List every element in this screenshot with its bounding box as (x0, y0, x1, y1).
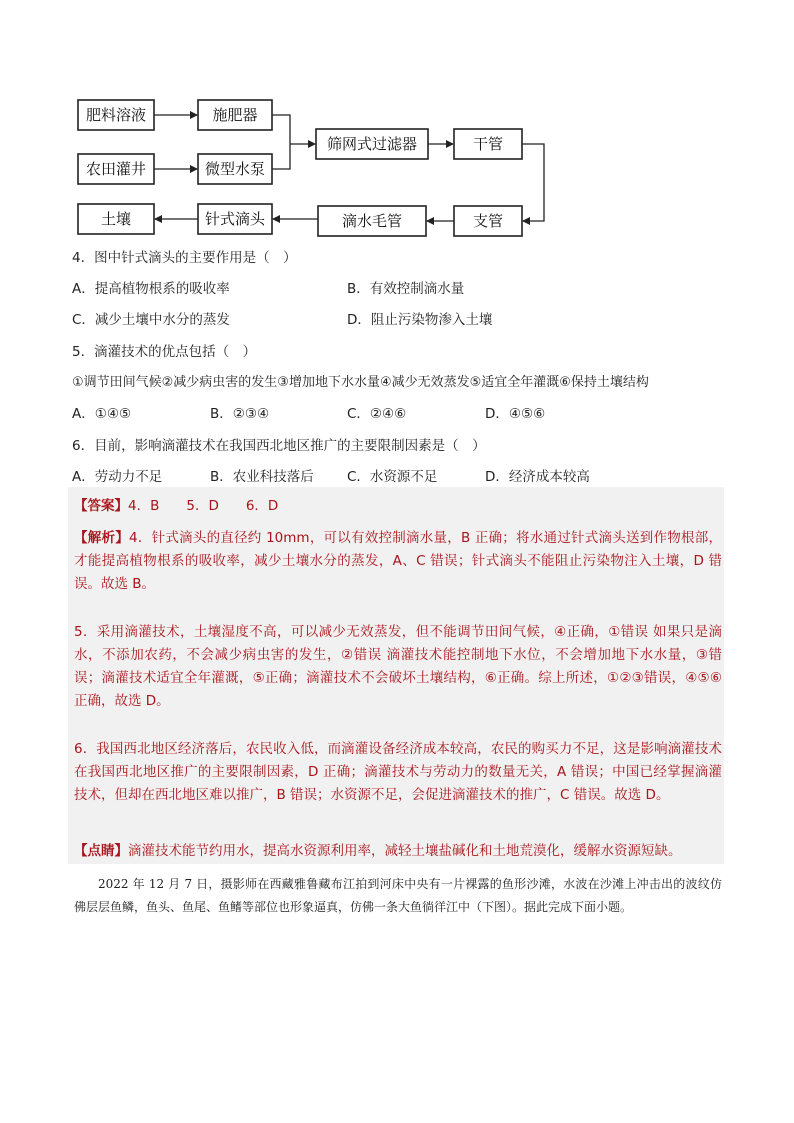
analysis-tag: 【解析】 (74, 530, 129, 546)
answer-tag: 【答案】 (74, 498, 128, 514)
box-main-pipe (454, 129, 522, 159)
box-branch-pipe (454, 206, 522, 236)
next-material-paragraph: 2022 年 12 月 7 日，摄影师在西藏雅鲁藏布江拍到河床中央有一片裸露的鱼形沙滩，水波在沙滩上冲击出的波纹仿佛层层鱼鳞，鱼头、鱼尾、鱼鳍等部位也形象逼真，仿佛一条大鱼徜徉江中（下图）。据此完成下面小题。 (74, 877, 722, 914)
question-5-items: ①调节田间气候②减少病虫害的发生③增加地下水水量④减少无效蒸发⑤适宜全年灌溉⑥保持土壤结构 (72, 375, 649, 390)
box-well (78, 154, 154, 184)
question-6-option-c: C．水资源不足 (347, 469, 438, 485)
question-5-option-c: C．②④⑥ (347, 406, 407, 422)
analysis-q4 (74, 527, 722, 596)
comment-line (74, 840, 722, 863)
box-label: 施肥器 (212, 106, 258, 124)
answer-text: 4．B 5．D 6．D (128, 498, 279, 514)
box-capillary (318, 206, 426, 236)
question-4-stem: 4．图中针式滴头的主要作用是（ ） (72, 250, 297, 266)
question-6-option-b: B．农业科技落后 (210, 469, 314, 485)
box-label: 土壤 (100, 210, 132, 228)
box-label: 农田灌井 (85, 160, 147, 178)
box-label: 筛网式过滤器 (326, 135, 418, 153)
question-6-option-a: A．劳动力不足 (72, 469, 163, 485)
question-4-option-d: D．阻止污染物渗入土壤 (347, 312, 493, 328)
box-label: 针式滴头 (204, 210, 266, 228)
question-5-option-b: B．②③④ (210, 406, 270, 422)
question-6-option-d: D．经济成本较高 (485, 469, 590, 485)
box-label: 滴水毛管 (341, 212, 403, 230)
box-fertilizer (78, 100, 154, 130)
arrow (522, 144, 544, 221)
analysis-q5: 5．采用滴灌技术，土壤湿度不高，可以减少无效蒸发，但不能调节田间气候，④正确，①错误 如果只是滴水，不添加农药，不会减少病虫害的发生，②错误 滴灌技术能控制地下水位，不会增加地下水水量，③错误；滴灌技术适宜全年灌溉，⑤正确；滴灌技术不会破坏土壤结构，⑥正确。综上所述，①②③错误，④⑤⑥正确，故选 D。 (74, 624, 722, 709)
question-4-option-c: C．减少土壤中水分的蒸发 (72, 312, 230, 328)
question-4-option-b: B．有效控制滴水量 (347, 281, 465, 297)
question-5-stem: 5．滴灌技术的优点包括（ ） (72, 344, 257, 360)
question-4-option-a: A．提高植物根系的吸收率 (72, 281, 230, 297)
box-label: 微型水泵 (204, 160, 266, 178)
box-emitter (198, 204, 272, 234)
question-6-stem: 6．目前，影响滴灌技术在我国西北地区推广的主要限制因素是（ ） (72, 438, 486, 454)
box-pump (198, 154, 272, 184)
question-5-option-a: A．①④⑤ (72, 406, 132, 422)
answer-line (74, 495, 722, 518)
box-filter (316, 129, 428, 159)
box-label: 支管 (472, 212, 504, 230)
comment-text: 滴灌技术能节约用水，提高水资源利用率，减轻土壤盐碱化和土地荒漠化，缓解水资源短缺。 (128, 843, 682, 859)
analysis-q6: 6．我国西北地区经济落后，农民收入低，而滴灌设备经济成本较高，农民的购买力不足，这是影响滴灌技术在我国西北地区推广的主要限制因素，D 正确；滴灌技术与劳动力的数量无关，A 错误；中国已经掌握滴灌技术，但却在西北地区难以推广，B 错误；水资源不足，会促进滴灌技术的推广，C 错误。故选 D。 (74, 741, 722, 803)
box-label: 肥料溶液 (85, 106, 147, 124)
connector (272, 115, 290, 169)
box-applicator (198, 100, 272, 130)
irrigation-flow-diagram (0, 0, 794, 245)
box-label: 干管 (472, 135, 504, 153)
comment-tag: 【点睛】 (74, 843, 128, 859)
analysis-q4-text: 4．针式滴头的直径约 10mm，可以有效控制滴水量，B 正确；将水通过针式滴头送到作物根部，才能提高植物根系的吸收率，减少土壤水分的蒸发，A、C 错误；针式滴头不能阻止污染物注入土壤，D 错误。故选 B。 (74, 530, 723, 592)
question-5-option-d: D．④⑤⑥ (485, 406, 546, 422)
box-soil (78, 204, 154, 234)
